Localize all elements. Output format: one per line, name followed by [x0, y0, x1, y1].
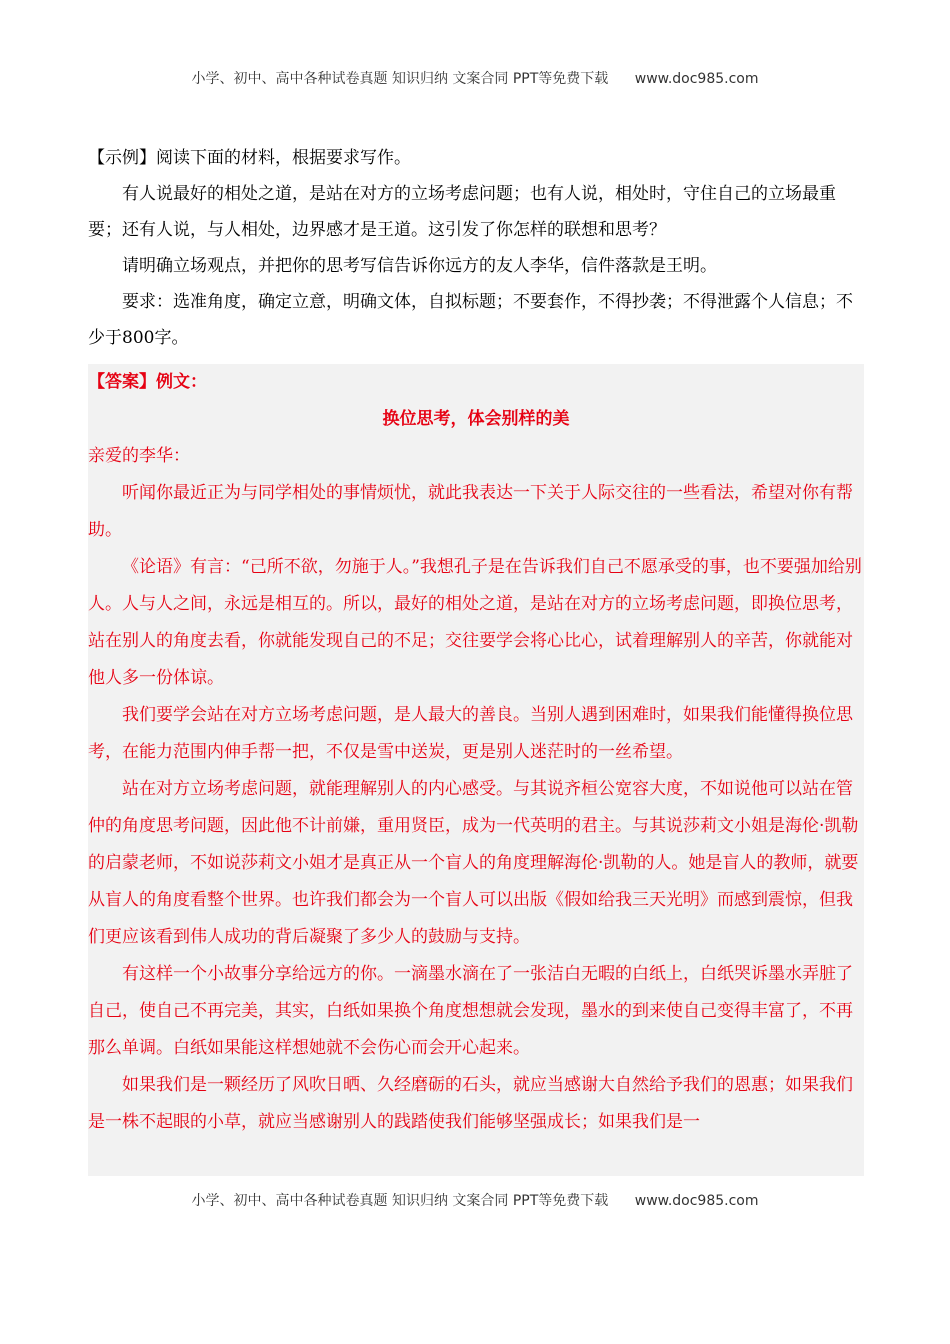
essay-paragraph: 如果我们是一颗经历了风吹日晒、久经磨砺的石头，就应当感谢大自然给予我们的恩惠；如果我们是一株不起眼的小草，就应当感谢别人的践踏使我们能够坚强成长；如果我们是一 — [88, 1075, 853, 1132]
question-instruction-line — [88, 140, 864, 176]
salutation: 亲爱的李华： — [88, 446, 190, 466]
task-paragraph: 请明确立场观点，并把你的思考写信告诉你远方的友人李华，信件落款是王明。 — [122, 256, 717, 276]
essay-paragraph: 我们要学会站在对方立场考虑问题，是人最大的善良。当别人遇到困难时，如果我们能懂得换位思考，在能力范围内伸手帮一把，不仅是雪中送炭，更是别人迷茫时的一丝希望。 — [88, 705, 853, 762]
answer-label: 【答案】例文： — [88, 372, 207, 392]
footer-text: 小学、初中、高中各种试卷真题 知识归纳 文案合同 PPT等免费下载 — [191, 1193, 609, 1209]
footer-url[interactable]: www.doc985.com — [634, 1193, 759, 1209]
essay-paragraph: 有这样一个小故事分享给远方的你。一滴墨水滴在了一张洁白无暇的白纸上，白纸哭诉墨水弄脏了自己，使自己不再完美，其实，白纸如果换个角度想想就会发现，墨水的到来使自己变得丰富了，不再那么单调。白纸如果能这样想她就不会伤心而会开心起来。 — [88, 964, 853, 1058]
essay-paragraph: 站在对方立场考虑问题，就能理解别人的内心感受。与其说齐桓公宽容大度，不如说他可以站在管仲的角度思考问题，因此他不计前嫌，重用贤臣，成为一代英明的君主。与其说莎莉文小姐是海伦·凯勒的启蒙老师，不如说莎莉文小姐才是真正从一个盲人的角度理解海伦·凯勒的人。她是盲人的教师，就要从盲人的角度看整个世界。也许我们都会为一个盲人可以出版《假如给我三天光明》而感到震惊，但我们更应该看到伟人成功的背后凝聚了多少人的鼓励与支持。 — [88, 779, 859, 947]
example-tag: 【示例】 — [88, 148, 156, 168]
page-header — [0, 68, 950, 88]
header-text: 小学、初中、高中各种试卷真题 知识归纳 文案合同 PPT等免费下载 — [191, 71, 609, 87]
page-footer — [0, 1190, 950, 1210]
answer-section — [88, 364, 864, 1176]
question-section — [88, 140, 864, 356]
essay-paragraph: 听闻你最近正为与同学相处的事情烦忧，就此我表达一下关于人际交往的一些看法，希望对你有帮助。 — [88, 483, 853, 540]
header-url[interactable]: www.doc985.com — [634, 71, 759, 87]
essay-title: 换位思考，体会别样的美 — [382, 409, 570, 429]
requirements-paragraph: 要求：选准角度，确定立意，明确文体，自拟标题；不要套作，不得抄袭；不得泄露个人信息；不少于800字。 — [88, 292, 853, 348]
essay-paragraph: 《论语》有言：“己所不欲，勿施于人。”我想孔子是在告诉我们自己不愿承受的事，也不要强加给别人。人与人之间，永远是相互的。所以，最好的相处之道，是站在对方的立场考虑问题，即换位思考，站在别人的角度去看，你就能发现自己的不足；交往要学会将心比心，试着理解别人的辛苦，你就能对他人多一份体谅。 — [88, 557, 862, 688]
instruction-text: 阅读下面的材料，根据要求写作。 — [156, 148, 411, 168]
material-paragraph: 有人说最好的相处之道，是站在对方的立场考虑问题；也有人说，相处时，守住自己的立场最重要；还有人说，与人相处，边界感才是王道。这引发了你怎样的联想和思考？ — [88, 184, 836, 240]
